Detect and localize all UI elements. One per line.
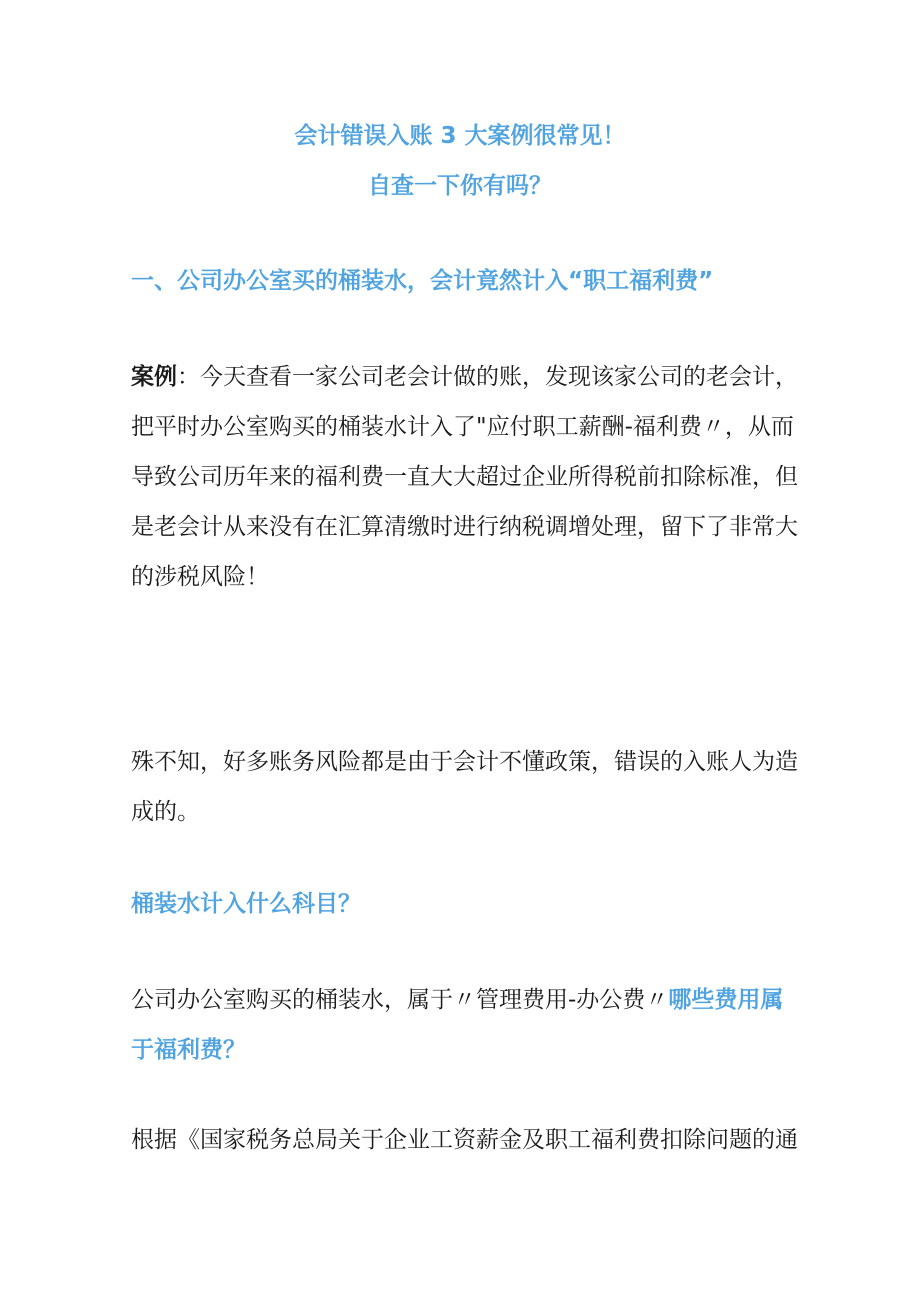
note-line-2: 成的。 <box>131 799 200 825</box>
document-title-line-2: 自查一下你有吗？ <box>368 173 552 199</box>
section-1-heading: 一、公司办公室买的桶装水，会计竟然计入“职工福利费” <box>131 268 714 294</box>
case-line-1 <box>131 352 801 402</box>
case-line-3: 导致公司历年来的福利费一直大大超过企业所得税前扣除标准，但 <box>131 464 798 490</box>
welfare-expense-link-continued[interactable]: 于福利费？ <box>131 1037 246 1063</box>
case-line-5: 的涉税风险！ <box>131 564 269 590</box>
case-line-1-text: 今天查看一家公司老会计做的账，发现该家公司的老会计， <box>200 364 798 390</box>
note-paragraph <box>131 737 801 837</box>
answer-line-2 <box>131 1025 801 1075</box>
welfare-expense-link[interactable]: 哪些费用属 <box>668 987 784 1013</box>
question-heading: 桶装水计入什么科目？ <box>131 891 361 917</box>
case-line-2: 把平时办公室购买的桶装水计入了"应付职工薪酬-福利费〃，从而 <box>131 414 794 440</box>
answer-line-1-text: 公司办公室购买的桶装水，属于〃管理费用-办公费〃 <box>131 987 669 1013</box>
basis-line-1: 根据《国家税务总局关于企业工资薪金及职工福利费扣除问题的通 <box>131 1127 798 1153</box>
case-label-colon: ： <box>177 364 200 390</box>
basis-paragraph <box>131 1115 801 1165</box>
case-paragraph <box>131 352 801 602</box>
document-title-line-1: 会计错误入账 3 大案例很常见！ <box>294 123 626 149</box>
note-line-1: 殊不知，好多账务风险都是由于会计不懂政策，错误的入账人为造 <box>131 749 798 775</box>
case-line-4: 是老会计从来没有在汇算清缴时进行纳税调增处理，留下了非常大 <box>131 514 798 540</box>
answer-line-1 <box>131 975 801 1025</box>
case-label: 案例 <box>131 364 177 390</box>
answer-paragraph <box>131 975 801 1075</box>
